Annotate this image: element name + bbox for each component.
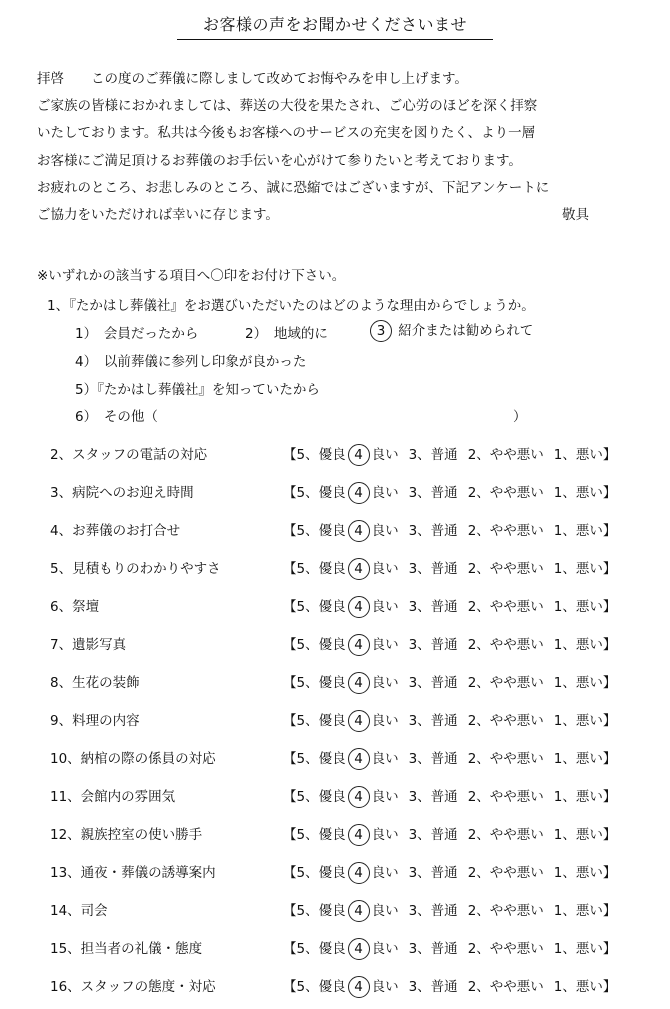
rating-4-label[interactable]: 良い	[371, 447, 399, 463]
selection-circle[interactable]: 4	[348, 862, 370, 884]
rating-2-label[interactable]: 2、やや悪い	[467, 789, 544, 805]
rating-row	[0, 595, 670, 619]
q1-option-3[interactable]	[370, 319, 533, 342]
rating-4-label[interactable]: 良い	[371, 523, 399, 539]
rating-1-label[interactable]: 1、悪い】	[553, 865, 617, 881]
rating-5-label[interactable]: 【5、優良	[283, 865, 346, 881]
question-label: 13、通夜・葬儀の誘導案内	[50, 865, 216, 881]
intro-line: いたしております。私共は今後もお客様へのサービスの充実を図りたく、より一層	[37, 125, 536, 142]
selection-circle[interactable]: 4	[348, 710, 370, 732]
rating-5-label[interactable]: 【5、優良	[283, 789, 346, 805]
rating-2-label[interactable]: 2、やや悪い	[467, 903, 544, 919]
rating-3-label[interactable]: 3、普通	[408, 561, 458, 577]
rating-scale[interactable]	[283, 861, 616, 884]
instruction: ※いずれかの該当する項目へ〇印をお付け下さい。	[37, 268, 346, 284]
rating-scale[interactable]	[283, 481, 616, 504]
rating-5-label[interactable]: 【5、優良	[283, 561, 346, 577]
rating-5-label[interactable]: 【5、優良	[283, 523, 346, 539]
selection-circle[interactable]: 4	[348, 976, 370, 998]
rating-4-label[interactable]: 良い	[371, 751, 399, 767]
selection-circle[interactable]: 4	[348, 634, 370, 656]
question-label: 16、スタッフの態度・対応	[50, 979, 216, 995]
rating-scale[interactable]	[283, 899, 616, 922]
question-label: 14、司会	[50, 903, 108, 919]
rating-4-label[interactable]: 良い	[371, 637, 399, 653]
selection-circle[interactable]: 4	[348, 520, 370, 542]
rating-5-label[interactable]: 【5、優良	[283, 713, 346, 729]
question-label: 2、スタッフの電話の対応	[50, 447, 208, 463]
rating-1-label[interactable]: 1、悪い】	[553, 637, 617, 653]
question-label: 4、お葬儀のお打合せ	[50, 523, 181, 539]
rating-row	[0, 899, 670, 923]
rating-row	[0, 747, 670, 771]
intro-line: ご家族の皆様におかれましては、葬送の大役を果たされ、ご心労のほどを深く拝察	[37, 98, 538, 115]
rating-5-label[interactable]: 【5、優良	[283, 751, 346, 767]
rating-4-label[interactable]: 良い	[371, 561, 399, 577]
intro-line-last	[37, 202, 637, 229]
rating-4-label[interactable]: 良い	[371, 599, 399, 615]
rating-5-label[interactable]: 【5、優良	[283, 979, 346, 995]
rating-1-label[interactable]: 1、悪い】	[553, 485, 617, 501]
rating-5-label[interactable]: 【5、優良	[283, 903, 346, 919]
rating-row	[0, 861, 670, 885]
rating-5-label[interactable]: 【5、優良	[283, 485, 346, 501]
q1-option-5[interactable]: 5）『たかはし葬儀社』を知っていたから	[75, 382, 320, 398]
selection-circle[interactable]: 4	[348, 748, 370, 770]
rating-scale[interactable]	[283, 937, 616, 960]
rating-2-label[interactable]: 2、やや悪い	[467, 599, 544, 615]
rating-row	[0, 671, 670, 695]
question-label: 3、病院へのお迎え時間	[50, 485, 194, 501]
rating-3-label[interactable]: 3、普通	[408, 941, 458, 957]
rating-row	[0, 557, 670, 581]
rating-3-label[interactable]: 3、普通	[408, 751, 458, 767]
question-label: 12、親族控室の使い勝手	[50, 827, 203, 843]
rating-3-label[interactable]: 3、普通	[408, 675, 458, 691]
rating-scale[interactable]	[283, 443, 616, 466]
question-label: 15、担当者の礼儀・態度	[50, 941, 203, 957]
intro-line: お客様にご満足頂けるお葬儀のお手伝いを心がけて参りたいと考えております。	[37, 152, 522, 169]
question-label: 5、見積もりのわかりやすさ	[50, 561, 221, 577]
survey-title: お客様の声をお聞かせくださいませ	[0, 12, 670, 40]
rating-1-label[interactable]: 1、悪い】	[553, 751, 617, 767]
rating-2-label[interactable]: 2、やや悪い	[467, 713, 544, 729]
rating-row	[0, 937, 670, 961]
rating-3-label[interactable]: 3、普通	[408, 903, 458, 919]
selection-circle[interactable]: 4	[348, 900, 370, 922]
rating-5-label[interactable]: 【5、優良	[283, 637, 346, 653]
rating-row	[0, 823, 670, 847]
intro-line: お疲れのところ、お悲しみのところ、誠に恐縮ではございますが、下記アンケートに	[37, 179, 550, 196]
rating-5-label[interactable]: 【5、優良	[283, 599, 346, 615]
rating-row	[0, 519, 670, 543]
rating-1-label[interactable]: 1、悪い】	[553, 789, 617, 805]
question-label: 7、遺影写真	[50, 637, 127, 653]
selection-circle[interactable]: 4	[348, 596, 370, 618]
rating-scale[interactable]	[283, 747, 616, 770]
question-label: 8、生花の装飾	[50, 675, 140, 691]
closing-keigu: 敬具	[562, 206, 589, 223]
rating-2-label[interactable]: 2、やや悪い	[467, 751, 544, 767]
rating-4-label[interactable]: 良い	[371, 941, 399, 957]
rating-row	[0, 785, 670, 809]
rating-1-label[interactable]: 1、悪い】	[553, 979, 617, 995]
rating-3-label[interactable]: 3、普通	[408, 865, 458, 881]
rating-2-label[interactable]: 2、やや悪い	[467, 827, 544, 843]
selection-circle[interactable]: 4	[348, 672, 370, 694]
rating-3-label[interactable]: 3、普通	[408, 979, 458, 995]
question-label: 9、料理の内容	[50, 713, 140, 729]
selection-circle[interactable]: 4	[348, 482, 370, 504]
q1-option-1[interactable]: 1） 会員だったから	[75, 326, 199, 342]
rating-2-label[interactable]: 2、やや悪い	[467, 447, 544, 463]
rating-1-label[interactable]: 1、悪い】	[553, 941, 617, 957]
rating-1-label[interactable]: 1、悪い】	[553, 713, 617, 729]
rating-2-label[interactable]: 2、やや悪い	[467, 979, 544, 995]
rating-scale[interactable]	[283, 709, 616, 732]
rating-scale[interactable]	[283, 671, 616, 694]
selection-circle: 3	[370, 320, 392, 342]
q1-option-6-close: ）	[513, 409, 527, 425]
rating-2-label[interactable]: 2、やや悪い	[467, 523, 544, 539]
selection-circle[interactable]: 4	[348, 824, 370, 846]
rating-4-label[interactable]: 良い	[371, 903, 399, 919]
rating-3-label[interactable]: 3、普通	[408, 523, 458, 539]
rating-1-label[interactable]: 1、悪い】	[553, 675, 617, 691]
rating-scale[interactable]	[283, 633, 616, 656]
q1-option-4[interactable]: 4） 以前葬儀に参列し印象が良かった	[75, 354, 307, 370]
q1-option-2[interactable]: 2） 地域的に	[245, 326, 328, 342]
intro-line: 拝啓 この度のご葬儀に際しまして改めてお悔やみを申し上げます。	[37, 71, 468, 87]
question-1: 1、『たかはし葬儀社』をお選びいただいたのはどのような理由からでしょうか。	[47, 298, 535, 314]
question-label: 10、納棺の際の係員の対応	[50, 751, 216, 767]
rating-2-label[interactable]: 2、やや悪い	[467, 485, 544, 501]
rating-1-label[interactable]: 1、悪い】	[553, 561, 617, 577]
rating-4-label[interactable]: 良い	[371, 865, 399, 881]
rating-3-label[interactable]: 3、普通	[408, 789, 458, 805]
intro-line: ご協力をいただければ幸いに存じます。	[37, 206, 279, 223]
rating-row	[0, 633, 670, 657]
rating-5-label[interactable]: 【5、優良	[283, 675, 346, 691]
rating-row	[0, 709, 670, 733]
rating-4-label[interactable]: 良い	[371, 827, 399, 843]
rating-scale[interactable]	[283, 823, 616, 846]
rating-4-label[interactable]: 良い	[371, 485, 399, 501]
rating-scale[interactable]	[283, 975, 616, 998]
rating-4-label[interactable]: 良い	[371, 675, 399, 691]
rating-5-label[interactable]: 【5、優良	[283, 447, 346, 463]
q1-option-3-label: 紹介または勧められて	[398, 323, 534, 339]
rating-3-label[interactable]: 3、普通	[408, 713, 458, 729]
rating-3-label[interactable]: 3、普通	[408, 485, 458, 501]
intro-letter	[37, 66, 637, 229]
rating-1-label[interactable]: 1、悪い】	[553, 599, 617, 615]
selection-circle[interactable]: 4	[348, 786, 370, 808]
rating-1-label[interactable]: 1、悪い】	[553, 827, 617, 843]
rating-3-label[interactable]: 3、普通	[408, 447, 458, 463]
rating-2-label[interactable]: 2、やや悪い	[467, 675, 544, 691]
selection-circle[interactable]: 4	[348, 558, 370, 580]
rating-scale[interactable]	[283, 595, 616, 618]
question-label: 6、祭壇	[50, 599, 100, 615]
rating-1-label[interactable]: 1、悪い】	[553, 903, 617, 919]
rating-5-label[interactable]: 【5、優良	[283, 941, 346, 957]
selection-circle[interactable]: 4	[348, 938, 370, 960]
rating-4-label[interactable]: 良い	[371, 979, 399, 995]
rating-2-label[interactable]: 2、やや悪い	[467, 941, 544, 957]
rating-row	[0, 481, 670, 505]
rating-1-label[interactable]: 1、悪い】	[553, 523, 617, 539]
rating-4-label[interactable]: 良い	[371, 713, 399, 729]
rating-3-label[interactable]: 3、普通	[408, 599, 458, 615]
selection-circle[interactable]: 4	[348, 444, 370, 466]
rating-2-label[interactable]: 2、やや悪い	[467, 865, 544, 881]
rating-1-label[interactable]: 1、悪い】	[553, 447, 617, 463]
rating-3-label[interactable]: 3、普通	[408, 827, 458, 843]
rating-5-label[interactable]: 【5、優良	[283, 827, 346, 843]
rating-3-label[interactable]: 3、普通	[408, 637, 458, 653]
q1-option-6[interactable]	[75, 405, 158, 425]
rating-scale[interactable]	[283, 519, 616, 542]
rating-row	[0, 443, 670, 467]
q1-option-6-label: 6） その他（	[75, 409, 158, 425]
rating-row	[0, 975, 670, 999]
rating-scale[interactable]	[283, 785, 616, 808]
question-label: 11、会館内の雰囲気	[50, 789, 176, 805]
rating-2-label[interactable]: 2、やや悪い	[467, 561, 544, 577]
rating-2-label[interactable]: 2、やや悪い	[467, 637, 544, 653]
rating-scale[interactable]	[283, 557, 616, 580]
rating-4-label[interactable]: 良い	[371, 789, 399, 805]
